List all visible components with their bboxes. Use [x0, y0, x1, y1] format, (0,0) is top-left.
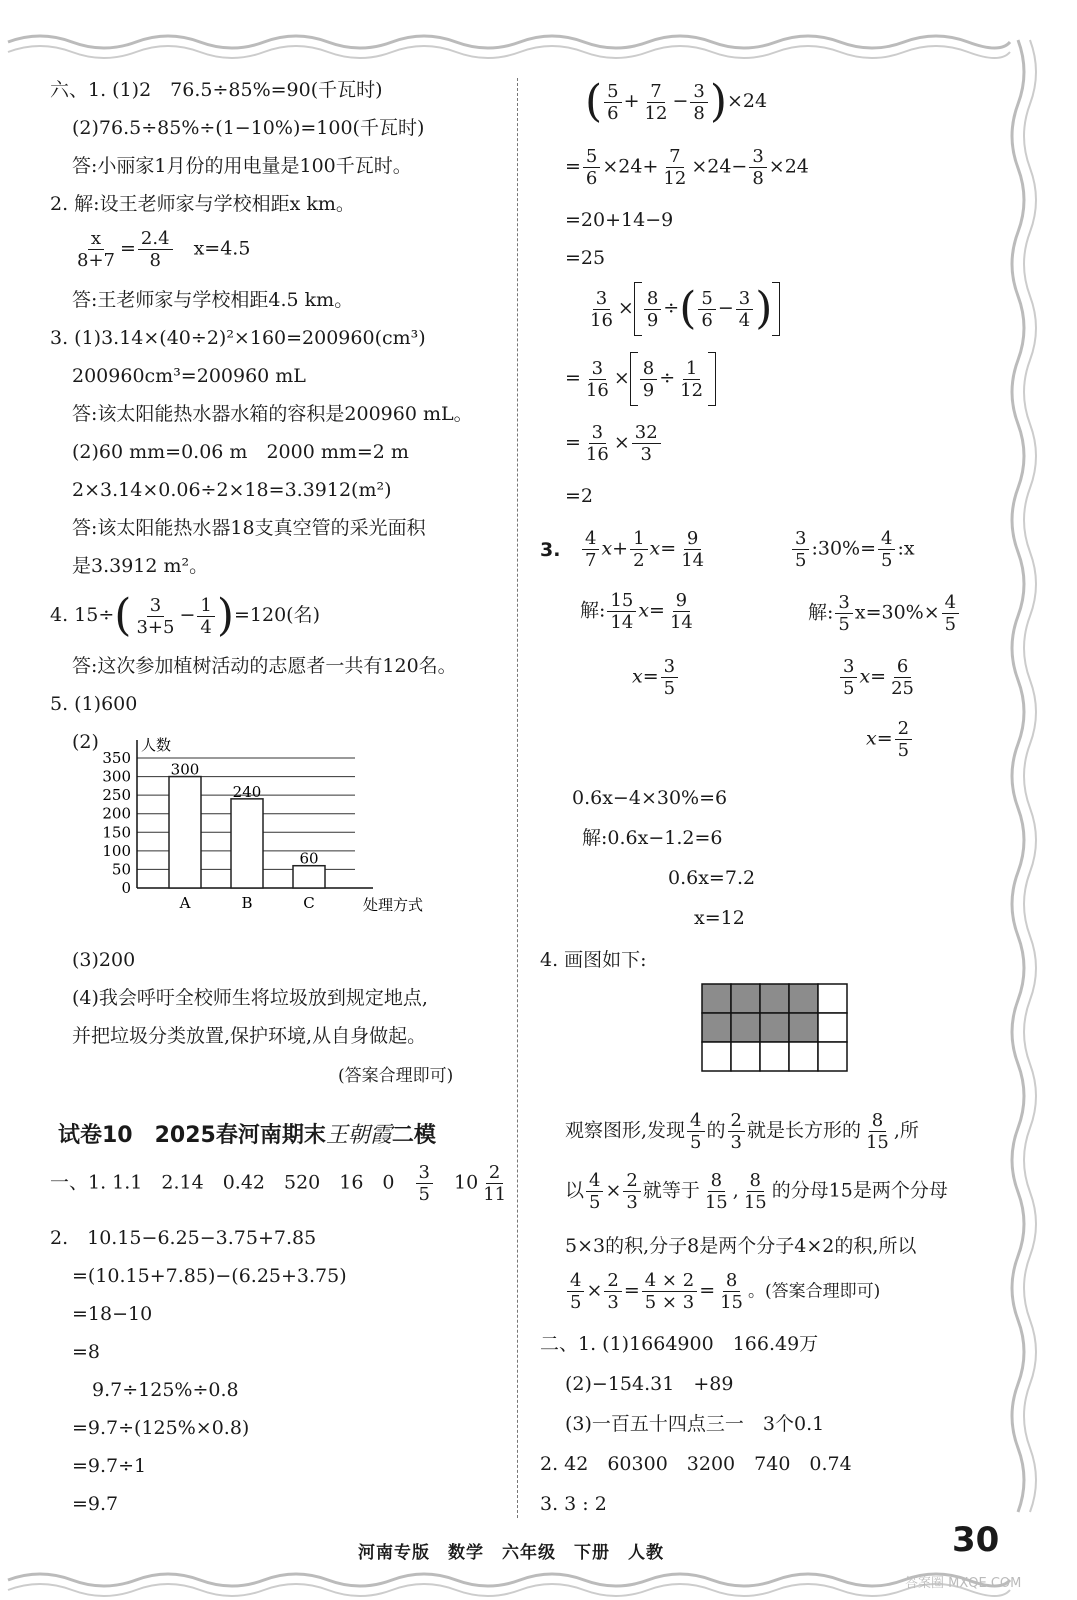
- y-tick-label: 300: [102, 767, 131, 786]
- q6-1-1: 六、1. (1)2 76.5÷85%=90(千瓦时): [50, 79, 383, 101]
- s2-4: 2. 42 60300 3200 740 0.74: [540, 1453, 852, 1475]
- q4-label: 4. 画图如下:: [540, 949, 647, 971]
- obs-4: $\frac{4}{5}$ × $\frac{2}{3}$ = $\frac{4 \times 2}{5 \times 3}$ = $\frac{8}{15}$ 。(答案合理即可): [565, 1270, 880, 1313]
- q6-2-equation: $\frac{x}{8+7}$ = $\frac{2.4}{8}$ x=4.5: [72, 228, 250, 271]
- x-tick-label: C: [303, 894, 315, 912]
- frame-right-wave: [1012, 40, 1024, 1512]
- y-tick-label: 0: [121, 879, 131, 897]
- q3b-4: x= $\frac{2}{5}$: [866, 718, 914, 761]
- x-tick-label: A: [179, 894, 191, 912]
- q3a-3: x= $\frac{3}{5}$: [632, 656, 680, 699]
- obs-1: 观察图形,发现 $\frac{4}{5}$ 的 $\frac{2}{3}$ 就是长方形的 $\frac{8}{15}$ ,所: [565, 1110, 919, 1153]
- r-expr-4: =25: [565, 247, 606, 269]
- grid-figure: [700, 982, 852, 1074]
- calc-3: =18−10: [72, 1303, 153, 1325]
- grid-cell: [760, 1042, 789, 1071]
- q3a-2: 解: $\frac{15}{14}$ x= $\frac{9}{14}$: [580, 590, 693, 633]
- r-expr-6: = $\frac{3}{16}$ × $\frac{8}{9}$ ÷ $\frac{1}{12}$: [565, 352, 716, 406]
- grid-cell-shaded: [702, 984, 731, 1013]
- calc-8: =9.7: [72, 1493, 119, 1515]
- grid-cell: [702, 1042, 731, 1071]
- q3b-2: 解: $\frac{3}{5}$ x=30%× $\frac{4}{5}$: [808, 592, 961, 635]
- q6-4-answer: 答:这次参加植树活动的志愿者一共有120名。: [72, 655, 457, 677]
- r-expr-8: =2: [565, 485, 594, 507]
- obs-3: 5×3的积,分子8是两个分子4×2的积,所以: [565, 1235, 917, 1257]
- section-heading: 试卷10 2025春河南期末王朝霞二模: [58, 1123, 436, 1148]
- q6-3-calc: 2×3.14×0.06÷2×18=3.3912(m²): [72, 479, 392, 501]
- q6-5-4: (4)我会呼吁全校师生将垃圾放到规定地点,: [72, 987, 428, 1009]
- q3b-1: $\frac{3}{5}$ :30%= $\frac{4}{5}$ :x: [790, 528, 915, 571]
- grid-cell-shaded: [731, 984, 760, 1013]
- q3a-1: $\frac{4}{7}$ x+ $\frac{1}{2}$ x= $\frac{9}{14}$: [580, 528, 709, 571]
- bar: [293, 866, 325, 888]
- y-tick-label: 50: [111, 860, 131, 879]
- r-expr-5: $\frac{3}{16}$ × $\frac{8}{9}$ ÷( $\frac{5}{6}$ − $\frac{3}{4}$ ): [585, 282, 780, 336]
- q6-3-conv: 200960cm³=200960 mL: [72, 365, 306, 387]
- q6-5-4-cont: 并把垃圾分类放置,保护环境,从自身做起。: [72, 1025, 427, 1047]
- fraction: $\frac{1}{4}$: [197, 595, 214, 638]
- s2-3: (3)一百五十四点三一 3个0.1: [565, 1413, 825, 1435]
- q6-4-equation: 4. 15÷( $\frac{3}{3+5}$ − $\frac{1}{4}$ )=120(名): [50, 590, 320, 641]
- grid-cell-shaded: [760, 1013, 789, 1042]
- r-expr-1: ( $\frac{5}{6}$ + $\frac{7}{12}$ − $\frac{3}{8}$ )×24: [585, 76, 768, 127]
- grid-cell-shaded: [789, 984, 818, 1013]
- fraction: $\frac{2.4}{8}$: [138, 228, 173, 271]
- calc-7: =9.7÷1: [72, 1455, 147, 1477]
- bar: [231, 799, 263, 888]
- grid-cell: [731, 1042, 760, 1071]
- q6-2-answer: 答:王老师家与学校相距4.5 km。: [72, 289, 354, 311]
- fraction: $\frac{3}{3+5}$: [136, 594, 175, 638]
- q6-1-2: (2)76.5÷85%÷(1−10%)=100(千瓦时): [72, 117, 425, 139]
- calc-1: 2. 10.15−6.25−3.75+7.85: [50, 1227, 317, 1249]
- calc-4: =8: [72, 1341, 101, 1363]
- q6-1-answer: 答:小丽家1月份的用电量是100千瓦时。: [72, 155, 412, 177]
- bar-value-label: 60: [299, 849, 319, 868]
- r-expr-2: = $\frac{5}{6}$ ×24+ $\frac{7}{12}$ ×24− $\frac{3}{8}$ ×24: [565, 146, 809, 189]
- q3c-1: 0.6x−4×30%=6: [572, 787, 728, 809]
- bar-value-label: 300: [170, 760, 200, 779]
- grid-cell-shaded: [731, 1013, 760, 1042]
- watermark-logo: 答案圈 MXQE.COM: [905, 1576, 1022, 1591]
- y-tick-label: 150: [102, 823, 131, 842]
- bar-chart: [95, 725, 425, 925]
- q6-3-answer1: 答:该太阳能热水器水箱的容积是200960 mL。: [72, 403, 473, 425]
- q3-label: 3.: [540, 539, 561, 561]
- bar: [169, 777, 201, 888]
- y-tick-label: 350: [102, 749, 131, 767]
- y-axis-label: 人数: [141, 736, 172, 754]
- s1-answers: 一、1. 1.1 2.14 0.42 520 16 0 $\frac{3}{5}$ 10 $\frac{2}{11}$: [50, 1162, 511, 1205]
- grid-cell: [789, 1042, 818, 1071]
- obs-2: 以 $\frac{4}{5}$ × $\frac{2}{3}$ 就等于 $\frac{8}{15}$ , $\frac{8}{15}$ 的分母15是两个分母: [565, 1170, 948, 1213]
- grid-cell: [818, 1013, 847, 1042]
- grid-cell-shaded: [789, 1013, 818, 1042]
- column-divider: [517, 78, 518, 1518]
- s2-5: 3. 3 : 2: [540, 1493, 607, 1515]
- s2-1: 二、1. (1)1664900 166.49万: [540, 1333, 819, 1355]
- q6-3-1: 3. (1)3.14×(40÷2)²×160=200960(cm³): [50, 327, 426, 349]
- y-tick-label: 200: [102, 804, 131, 823]
- x-axis-label: 处理方式: [363, 896, 424, 914]
- grid-cell: [818, 1042, 847, 1071]
- r-expr-3: =20+14−9: [565, 209, 674, 231]
- bar-value-label: 240: [232, 782, 262, 801]
- q6-3-answer2: 答:该太阳能热水器18支真空管的采光面积: [72, 517, 426, 539]
- y-tick-label: 100: [102, 841, 131, 860]
- calc-5: 9.7÷125%÷0.8: [92, 1379, 239, 1401]
- fraction: $\frac{2}{11}$: [483, 1162, 507, 1205]
- fraction: $\frac{x}{8+7}$: [77, 228, 115, 271]
- x-tick-label: B: [241, 894, 253, 912]
- grid-cell: [818, 984, 847, 1013]
- s2-2: (2)−154.31 +89: [565, 1373, 734, 1395]
- note-reasonable: (答案合理即可): [338, 1066, 454, 1086]
- page-number: 30: [952, 1520, 1000, 1560]
- footer-info: 河南专版 数学 六年级 下册 人教: [358, 1543, 664, 1563]
- y-tick-label: 250: [102, 786, 131, 805]
- q6-2: 2. 解:设王老师家与学校相距x km。: [50, 193, 355, 215]
- grid-cell-shaded: [760, 984, 789, 1013]
- fraction: $\frac{3}{5}$: [416, 1162, 433, 1205]
- q3c-4: x=12: [694, 907, 745, 929]
- q6-3-answer2-cont: 是3.3912 m²。: [72, 555, 209, 577]
- signature-logo: 王朝霞: [325, 1123, 392, 1148]
- q6-5-3: (3)200: [72, 949, 136, 971]
- q6-5-2-label: (2): [72, 731, 99, 753]
- q6-3-2: (2)60 mm=0.06 m 2000 mm=2 m: [72, 441, 409, 463]
- q6-5-1: 5. (1)600: [50, 693, 138, 715]
- grid-cell-shaded: [702, 1013, 731, 1042]
- calc-2: =(10.15+7.85)−(6.25+3.75): [72, 1265, 347, 1287]
- frame-right-wave-2: [1024, 40, 1036, 1512]
- calc-6: =9.7÷(125%×0.8): [72, 1417, 250, 1439]
- q3b-3: $\frac{3}{5}$ x= $\frac{6}{25}$: [838, 656, 919, 699]
- q3c-3: 0.6x=7.2: [668, 867, 756, 889]
- q3c-2: 解:0.6x−1.2=6: [582, 827, 723, 849]
- r-expr-7: = $\frac{3}{16}$ × $\frac{32}{3}$: [565, 422, 663, 465]
